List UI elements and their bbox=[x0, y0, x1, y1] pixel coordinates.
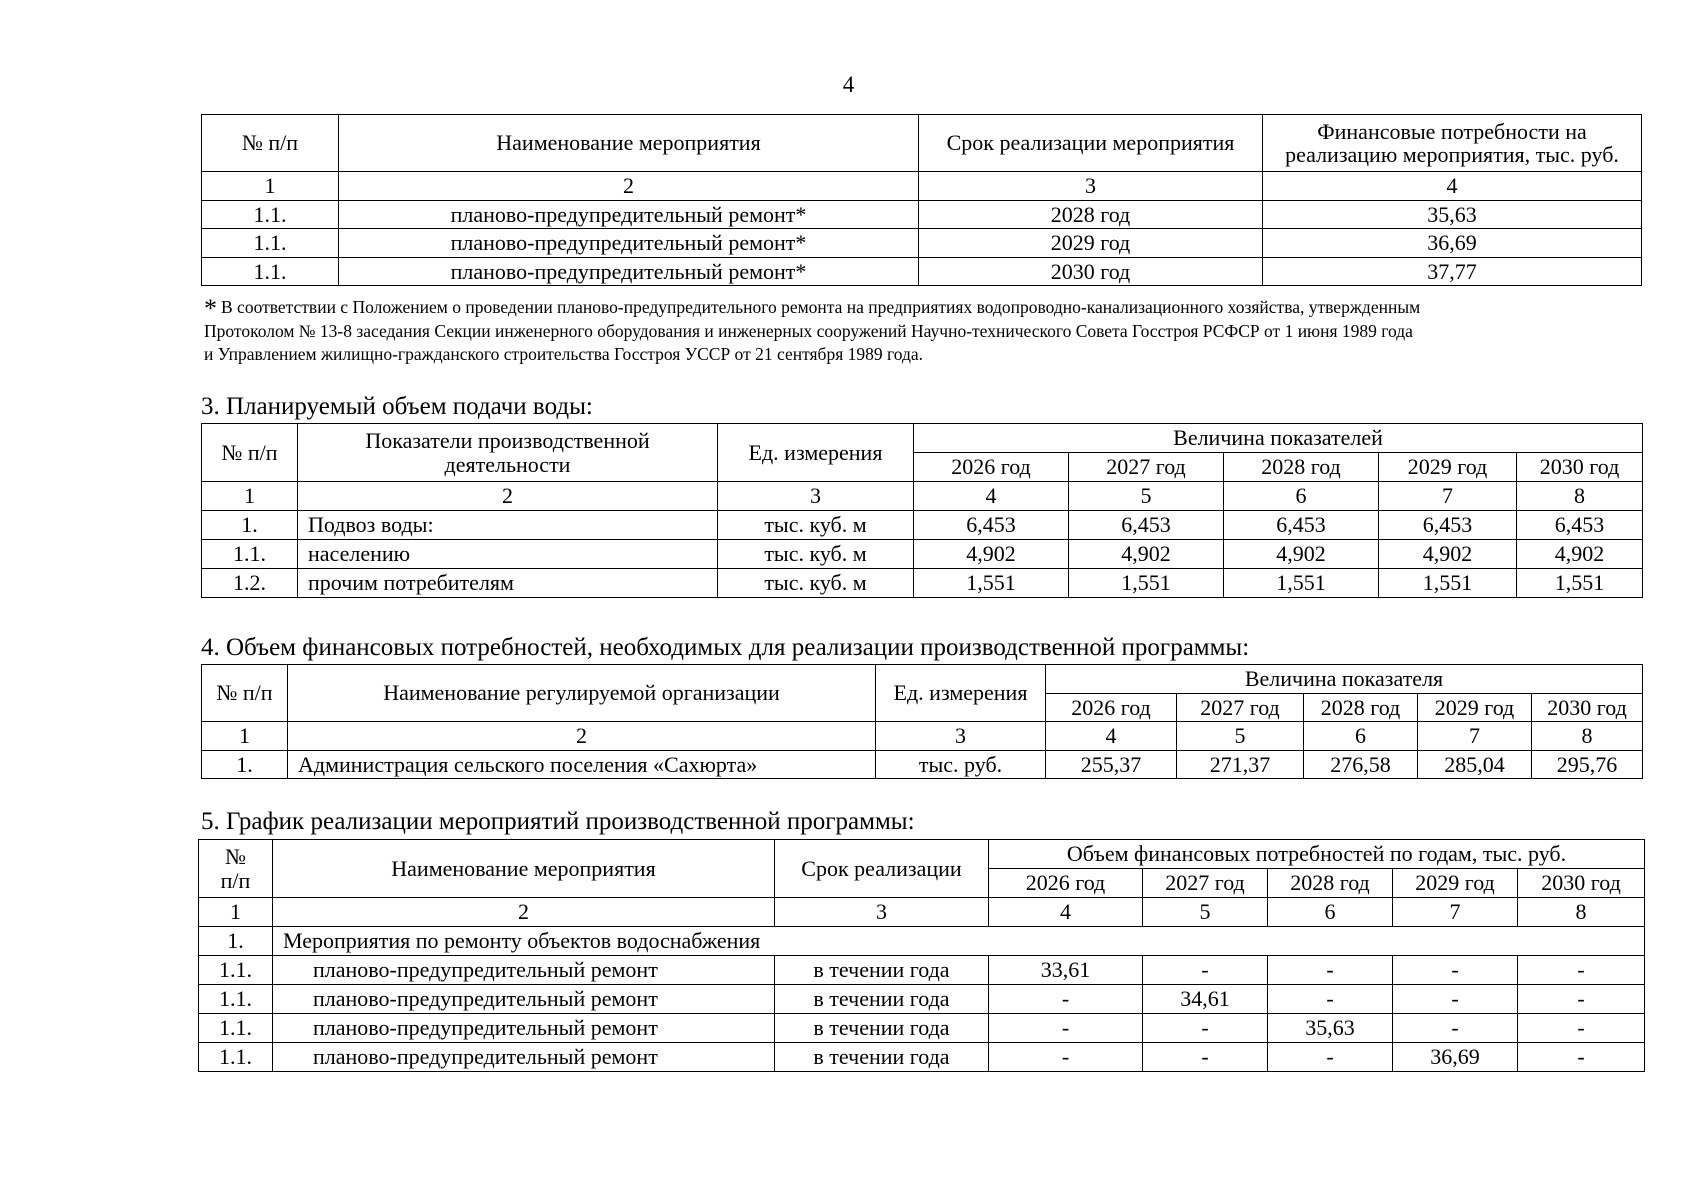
column-numbers-row bbox=[199, 898, 1645, 927]
col-number: 1 bbox=[202, 722, 288, 751]
header-year: 2029 год bbox=[1393, 869, 1518, 898]
col-number: 8 bbox=[1532, 722, 1643, 751]
row-value: 34,61 bbox=[1143, 985, 1268, 1014]
col-number: 1 bbox=[199, 898, 273, 927]
header-year: 2028 год bbox=[1304, 693, 1418, 722]
col-number: 4 bbox=[914, 482, 1069, 511]
row-value: - bbox=[1518, 1043, 1645, 1072]
row-num: 1.1. bbox=[202, 257, 339, 286]
header-num: № п/п bbox=[202, 665, 288, 722]
row-value: 1,551 bbox=[914, 569, 1069, 598]
header-values-group: Величина показателей bbox=[914, 424, 1643, 453]
group-title: Мероприятия по ремонту объектов водоснабжения bbox=[273, 927, 1645, 956]
water-supply-table bbox=[201, 423, 1643, 598]
section4-block bbox=[201, 664, 1643, 779]
row-indicator: прочим потребителям bbox=[298, 569, 718, 598]
column-numbers-row bbox=[202, 722, 1643, 751]
col-number: 6 bbox=[1304, 722, 1418, 751]
col-number: 2 bbox=[273, 898, 775, 927]
row-unit: тыс. руб. bbox=[876, 750, 1046, 779]
row-value: 4,902 bbox=[1224, 540, 1379, 569]
table-row bbox=[202, 569, 1643, 598]
header-year: 2028 год bbox=[1268, 869, 1393, 898]
row-num: 1.1. bbox=[202, 229, 339, 258]
row-organization: Администрация сельского поселения «Сахюрта» bbox=[288, 750, 876, 779]
header-year: 2026 год bbox=[914, 453, 1069, 482]
col-number: 4 bbox=[1046, 722, 1177, 751]
row-num: 1.1. bbox=[199, 1043, 273, 1072]
row-term: в течении года bbox=[775, 985, 989, 1014]
header-term: Срок реализации bbox=[775, 840, 989, 898]
header-year: 2026 год bbox=[1046, 693, 1177, 722]
section5-title: 5. График реализации мероприятий производственной программы: bbox=[201, 808, 915, 835]
col-number: 1 bbox=[202, 172, 339, 201]
row-unit: тыс. куб. м bbox=[718, 511, 914, 540]
row-term: в течении года bbox=[775, 956, 989, 985]
footnote-star: * bbox=[204, 294, 217, 323]
row-value: 33,61 bbox=[989, 956, 1143, 985]
row-value: - bbox=[1143, 956, 1268, 985]
header-year: 2029 год bbox=[1379, 453, 1517, 482]
row-activity: планово-предупредительный ремонт bbox=[273, 956, 775, 985]
table1-block bbox=[201, 114, 1642, 286]
row-value: 1,551 bbox=[1069, 569, 1224, 598]
table-row bbox=[199, 985, 1645, 1014]
header-term: Срок реализации мероприятия bbox=[919, 115, 1263, 172]
row-num: 1. bbox=[202, 511, 298, 540]
col-number: 7 bbox=[1418, 722, 1532, 751]
section3-block bbox=[201, 423, 1643, 598]
row-activity: планово-предупредительный ремонт bbox=[273, 1043, 775, 1072]
col-number: 8 bbox=[1518, 898, 1645, 927]
row-indicator: Подвоз воды: bbox=[298, 511, 718, 540]
row-value: 6,453 bbox=[1069, 511, 1224, 540]
row-value: - bbox=[1518, 1014, 1645, 1043]
header-num: № п/п bbox=[202, 424, 298, 482]
row-value: 285,04 bbox=[1418, 750, 1532, 779]
table-row bbox=[199, 1043, 1645, 1072]
col-number: 2 bbox=[288, 722, 876, 751]
header-num: № п/п bbox=[202, 115, 339, 172]
header-values-group: Величина показателя bbox=[1046, 665, 1643, 694]
row-value: 6,453 bbox=[1224, 511, 1379, 540]
footnote bbox=[204, 296, 1420, 366]
row-term: 2028 год bbox=[919, 200, 1263, 229]
col-number: 3 bbox=[718, 482, 914, 511]
header-unit: Ед. измерения bbox=[876, 665, 1046, 722]
row-value: - bbox=[1518, 985, 1645, 1014]
schedule-table bbox=[198, 839, 1645, 1072]
row-value: - bbox=[1268, 1043, 1393, 1072]
row-value: 295,76 bbox=[1532, 750, 1643, 779]
header-num: № п/п bbox=[199, 840, 273, 898]
row-amount: 36,69 bbox=[1263, 229, 1642, 258]
table-row bbox=[202, 540, 1643, 569]
row-amount: 35,63 bbox=[1263, 200, 1642, 229]
header-year: 2030 год bbox=[1517, 453, 1643, 482]
col-number: 6 bbox=[1224, 482, 1379, 511]
header-activity: Наименование мероприятия bbox=[273, 840, 775, 898]
col-number: 7 bbox=[1379, 482, 1517, 511]
table-row bbox=[202, 750, 1643, 779]
section3-title: 3. Планируемый объем подачи воды: bbox=[201, 393, 593, 420]
row-value: 35,63 bbox=[1268, 1014, 1393, 1043]
row-value: - bbox=[1268, 956, 1393, 985]
row-value: 1,551 bbox=[1224, 569, 1379, 598]
col-number: 1 bbox=[202, 482, 298, 511]
row-value: - bbox=[1393, 956, 1518, 985]
row-num: 1.1. bbox=[199, 1014, 273, 1043]
header-year: 2028 год bbox=[1224, 453, 1379, 482]
header-year: 2030 год bbox=[1532, 693, 1643, 722]
footnote-line: * В соответствии с Положением о проведении планово-предупредительного ремонта на предприятиях водопроводно-канализационного хозяйства, утвержденным bbox=[204, 294, 1421, 323]
column-numbers-row bbox=[202, 172, 1642, 201]
footnote-line: Протоколом № 13-8 заседания Секции инженерного оборудования и инженерных сооружений Научно-технического Совета Госстроя РСФСР от 1 июня 1989 года bbox=[204, 321, 1413, 341]
row-num: 1.1. bbox=[202, 200, 339, 229]
row-value: 276,58 bbox=[1304, 750, 1418, 779]
row-indicator: населению bbox=[298, 540, 718, 569]
table-row bbox=[202, 229, 1642, 258]
row-term: в течении года bbox=[775, 1043, 989, 1072]
table-header-row bbox=[202, 665, 1643, 694]
col-number: 6 bbox=[1268, 898, 1393, 927]
col-number: 4 bbox=[989, 898, 1143, 927]
row-num: 1.2. bbox=[202, 569, 298, 598]
row-activity: планово-предупредительный ремонт* bbox=[339, 200, 919, 229]
row-value: - bbox=[1143, 1014, 1268, 1043]
header-activity: Наименование мероприятия bbox=[339, 115, 919, 172]
row-value: - bbox=[1143, 1043, 1268, 1072]
row-value: - bbox=[989, 985, 1143, 1014]
header-financial-needs: Финансовые потребности на реализацию мероприятия, тыс. руб. bbox=[1263, 115, 1642, 172]
row-num: 1.1. bbox=[199, 985, 273, 1014]
header-organization: Наименование регулируемой организации bbox=[288, 665, 876, 722]
page-number: 4 bbox=[842, 72, 855, 97]
header-year: 2027 год bbox=[1177, 693, 1304, 722]
col-number: 5 bbox=[1069, 482, 1224, 511]
row-value: - bbox=[1268, 985, 1393, 1014]
group-num: 1. bbox=[199, 927, 273, 956]
section4-title: 4. Объем финансовых потребностей, необходимых для реализации производственной программы: bbox=[201, 634, 1250, 661]
row-activity: планово-предупредительный ремонт bbox=[273, 1014, 775, 1043]
row-amount: 37,77 bbox=[1263, 257, 1642, 286]
header-values-group: Объем финансовых потребностей по годам, тыс. руб. bbox=[989, 840, 1645, 869]
row-value: 271,37 bbox=[1177, 750, 1304, 779]
row-value: 4,902 bbox=[1069, 540, 1224, 569]
row-unit: тыс. куб. м bbox=[718, 569, 914, 598]
col-number: 3 bbox=[876, 722, 1046, 751]
row-value: 6,453 bbox=[1517, 511, 1643, 540]
footnote-line: и Управлением жилищно-гражданского строительства Госстроя УССР от 21 сентября 1989 года. bbox=[204, 344, 924, 364]
header-unit: Ед. измерения bbox=[718, 424, 914, 482]
header-year: 2027 год bbox=[1069, 453, 1224, 482]
row-activity: планово-предупредительный ремонт* bbox=[339, 257, 919, 286]
group-row bbox=[199, 927, 1645, 956]
row-value: 6,453 bbox=[1379, 511, 1517, 540]
header-year: 2029 год bbox=[1418, 693, 1532, 722]
table-header-row bbox=[202, 424, 1643, 453]
row-value: 4,902 bbox=[1517, 540, 1643, 569]
row-value: 1,551 bbox=[1379, 569, 1517, 598]
row-value: 1,551 bbox=[1517, 569, 1643, 598]
row-value: - bbox=[1393, 1014, 1518, 1043]
row-value: - bbox=[1518, 956, 1645, 985]
row-value: 4,902 bbox=[1379, 540, 1517, 569]
row-term: в течении года bbox=[775, 1014, 989, 1043]
header-year: 2027 год bbox=[1143, 869, 1268, 898]
row-activity: планово-предупредительный ремонт* bbox=[339, 229, 919, 258]
column-numbers-row bbox=[202, 482, 1643, 511]
table-row bbox=[199, 1014, 1645, 1043]
row-value: - bbox=[989, 1043, 1143, 1072]
col-number: 3 bbox=[775, 898, 989, 927]
header-indicator: Показатели производственной деятельности bbox=[298, 424, 718, 482]
section5-block bbox=[198, 839, 1645, 1072]
table-header-row bbox=[202, 115, 1642, 172]
col-number: 2 bbox=[298, 482, 718, 511]
col-number: 4 bbox=[1263, 172, 1642, 201]
table-row bbox=[199, 956, 1645, 985]
col-number: 7 bbox=[1393, 898, 1518, 927]
activities-table bbox=[201, 114, 1642, 286]
table-row bbox=[202, 200, 1642, 229]
row-value: 4,902 bbox=[914, 540, 1069, 569]
row-num: 1.1. bbox=[199, 956, 273, 985]
row-unit: тыс. куб. м bbox=[718, 540, 914, 569]
col-number: 3 bbox=[919, 172, 1263, 201]
row-value: - bbox=[989, 1014, 1143, 1043]
row-activity: планово-предупредительный ремонт bbox=[273, 985, 775, 1014]
row-value: - bbox=[1393, 985, 1518, 1014]
row-num: 1. bbox=[202, 750, 288, 779]
col-number: 8 bbox=[1517, 482, 1643, 511]
header-year: 2026 год bbox=[989, 869, 1143, 898]
col-number: 5 bbox=[1177, 722, 1304, 751]
header-year: 2030 год bbox=[1518, 869, 1645, 898]
row-value: 6,453 bbox=[914, 511, 1069, 540]
financial-needs-table bbox=[201, 664, 1643, 779]
row-num: 1.1. bbox=[202, 540, 298, 569]
table-header-row bbox=[199, 840, 1645, 869]
col-number: 5 bbox=[1143, 898, 1268, 927]
row-value: 255,37 bbox=[1046, 750, 1177, 779]
row-value: 36,69 bbox=[1393, 1043, 1518, 1072]
row-term: 2029 год bbox=[919, 229, 1263, 258]
table-row bbox=[202, 511, 1643, 540]
table-row bbox=[202, 257, 1642, 286]
col-number: 2 bbox=[339, 172, 919, 201]
row-term: 2030 год bbox=[919, 257, 1263, 286]
